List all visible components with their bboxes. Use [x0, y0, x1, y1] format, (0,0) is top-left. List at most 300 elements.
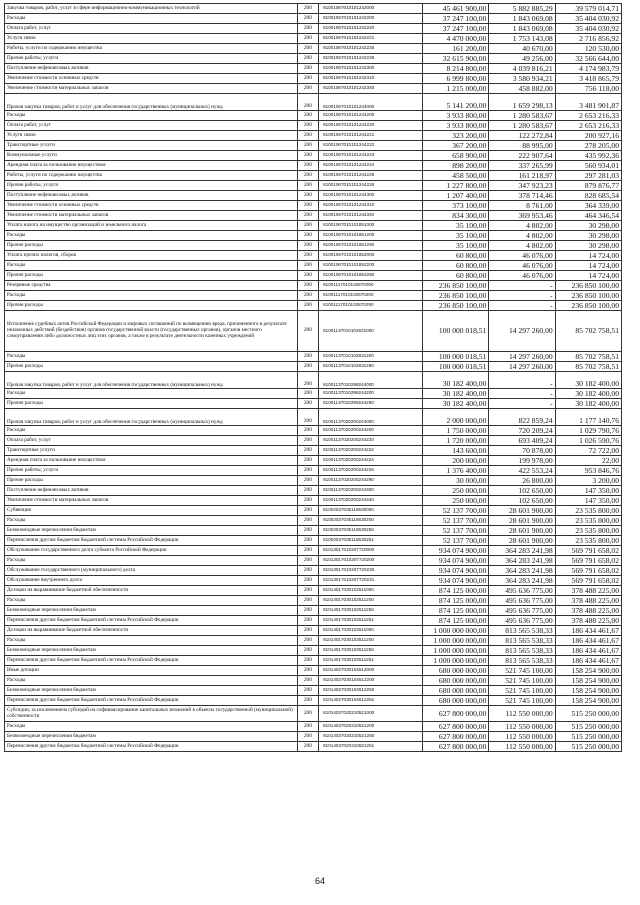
- row-code-cell: 200: [297, 436, 318, 446]
- row-name-cell: Прочие расходы: [5, 241, 298, 251]
- row-approved-cell: 236 850 100,00: [423, 281, 489, 291]
- row-remaining-cell: 30 298,00: [555, 231, 621, 241]
- row-code-cell: 200: [297, 201, 318, 211]
- row-name-cell: Прочие расходы: [5, 301, 298, 311]
- row-remaining-cell: 515 250 000,00: [555, 732, 621, 742]
- row-executed-cell: -: [489, 301, 555, 311]
- row-name-cell: Расходы: [5, 389, 298, 399]
- row-approved-cell: 658 900,00: [423, 151, 489, 161]
- row-code-cell: 200: [297, 646, 318, 656]
- row-executed-cell: 4 802,00: [489, 231, 555, 241]
- table-row: [5, 636, 622, 646]
- row-executed-cell: 521 745 100,00: [489, 686, 555, 696]
- row-kbk-cell: 81001067010101244340: [319, 211, 423, 221]
- row-code-cell: 200: [297, 556, 318, 566]
- budget-execution-table: [4, 3, 622, 752]
- row-kbk-cell: 81001067010101244310: [319, 201, 423, 211]
- row-approved-cell: 627 800 000,00: [423, 742, 489, 752]
- row-remaining-cell: 378 488 225,00: [555, 586, 621, 596]
- row-approved-cell: 161 200,00: [423, 44, 489, 54]
- row-approved-cell: 30 000,00: [423, 476, 489, 486]
- row-approved-cell: 35 100,00: [423, 241, 489, 251]
- table-row: [5, 74, 622, 84]
- row-executed-cell: 693 409,24: [489, 436, 555, 446]
- row-name-cell: Безвозмездные перечисления бюджетам: [5, 646, 298, 656]
- table-row: [5, 111, 622, 121]
- table-row: [5, 241, 622, 251]
- row-remaining-cell: 147 350,00: [555, 486, 621, 496]
- row-executed-cell: 1 843 069,08: [489, 24, 555, 34]
- row-name-cell: Транспортные услуги: [5, 141, 298, 151]
- row-kbk-cell: 81001137020200244300: [319, 486, 423, 496]
- row-kbk-cell: 81001117010102870000: [319, 281, 423, 291]
- row-approved-cell: 367 200,00: [423, 141, 489, 151]
- row-name-cell: Субвенции: [5, 506, 298, 516]
- row-executed-cell: 102 650,00: [489, 486, 555, 496]
- row-code-cell: 200: [297, 121, 318, 131]
- row-code-cell: 200: [297, 476, 318, 486]
- row-kbk-cell: 81001137010299244000: [319, 372, 423, 389]
- row-approved-cell: 934 074 900,00: [423, 566, 489, 576]
- row-code-cell: 200: [297, 251, 318, 261]
- row-kbk-cell: 81001137020200244222: [319, 446, 423, 456]
- row-kbk-cell: 81001137010299244200: [319, 389, 423, 399]
- table-row: [5, 646, 622, 656]
- row-kbk-cell: 81001067010101242000: [319, 4, 423, 14]
- row-remaining-cell: 378 488 225,00: [555, 616, 621, 626]
- row-approved-cell: 35 100,00: [423, 221, 489, 231]
- table-row: [5, 446, 622, 456]
- row-approved-cell: 627 800 000,00: [423, 706, 489, 722]
- row-approved-cell: 52 137 700,00: [423, 526, 489, 536]
- row-executed-cell: 813 565 538,33: [489, 636, 555, 646]
- row-code-cell: 200: [297, 14, 318, 24]
- row-executed-cell: 28 601 900,00: [489, 526, 555, 536]
- row-remaining-cell: 2 653 216,33: [555, 121, 621, 131]
- row-code-cell: 200: [297, 486, 318, 496]
- row-kbk-cell: 81001067010101851290: [319, 241, 423, 251]
- row-executed-cell: 14 297 260,00: [489, 352, 555, 362]
- row-executed-cell: 364 283 241,98: [489, 566, 555, 576]
- row-code-cell: 200: [297, 496, 318, 506]
- row-approved-cell: 680 000 000,00: [423, 676, 489, 686]
- row-name-cell: Расходы: [5, 596, 298, 606]
- row-approved-cell: 100 000 018,51: [423, 352, 489, 362]
- table-row: [5, 24, 622, 34]
- row-kbk-cell: 81001067010101242220: [319, 24, 423, 34]
- table-row: [5, 221, 622, 231]
- row-approved-cell: 45 461 900,00: [423, 4, 489, 14]
- row-executed-cell: 1 280 583,67: [489, 121, 555, 131]
- row-kbk-cell: 81014017030102511250: [319, 606, 423, 616]
- row-name-cell: Оплата работ, услуг: [5, 24, 298, 34]
- row-approved-cell: 200 000,00: [423, 456, 489, 466]
- table-row: [5, 516, 622, 526]
- row-approved-cell: 874 125 000,00: [423, 586, 489, 596]
- row-code-cell: 200: [297, 409, 318, 426]
- row-code-cell: 200: [297, 151, 318, 161]
- row-approved-cell: 143 600,00: [423, 446, 489, 456]
- row-remaining-cell: 35 404 030,92: [555, 14, 621, 24]
- row-approved-cell: 32 615 900,00: [423, 54, 489, 64]
- row-code-cell: 200: [297, 526, 318, 536]
- row-code-cell: 200: [297, 516, 318, 526]
- row-executed-cell: 112 550 000,00: [489, 722, 555, 732]
- row-remaining-cell: 1 177 140,76: [555, 409, 621, 426]
- row-kbk-cell: 81014037020210521000: [319, 706, 423, 722]
- row-approved-cell: 37 247 100,00: [423, 24, 489, 34]
- row-name-cell: Обслуживание государственного (муниципального) долга: [5, 566, 298, 576]
- table-row: [5, 54, 622, 64]
- row-code-cell: 200: [297, 696, 318, 706]
- row-name-cell: Увеличение стоимости материальных запасов: [5, 84, 298, 94]
- table-row: [5, 181, 622, 191]
- table-row: [5, 696, 622, 706]
- row-code-cell: 200: [297, 231, 318, 241]
- row-remaining-cell: 1 026 590,76: [555, 436, 621, 446]
- row-kbk-cell: 81001137020200244226: [319, 466, 423, 476]
- row-remaining-cell: 953 846,76: [555, 466, 621, 476]
- row-executed-cell: 28 601 900,00: [489, 516, 555, 526]
- row-kbk-cell: 81001067010101242200: [319, 14, 423, 24]
- row-remaining-cell: 158 254 900,00: [555, 676, 621, 686]
- row-remaining-cell: 560 934,01: [555, 161, 621, 171]
- row-name-cell: Расходы: [5, 426, 298, 436]
- table-row: [5, 161, 622, 171]
- table-row: [5, 64, 622, 74]
- row-executed-cell: 4 039 816,21: [489, 64, 555, 74]
- row-approved-cell: 680 000 000,00: [423, 666, 489, 676]
- row-executed-cell: 26 800,00: [489, 476, 555, 486]
- row-code-cell: 200: [297, 362, 318, 372]
- row-code-cell: 200: [297, 399, 318, 409]
- row-remaining-cell: 147 350,00: [555, 496, 621, 506]
- row-kbk-cell: 81001137020200244224: [319, 456, 423, 466]
- row-remaining-cell: 3 200,00: [555, 476, 621, 486]
- row-executed-cell: 122 272,84: [489, 131, 555, 141]
- row-kbk-cell: 81014017030103511250: [319, 646, 423, 656]
- row-name-cell: Прочие работы, услуги: [5, 54, 298, 64]
- row-remaining-cell: 879 876,77: [555, 181, 621, 191]
- row-executed-cell: 720 209,24: [489, 426, 555, 436]
- table-row: [5, 211, 622, 221]
- table-row: [5, 34, 622, 44]
- row-executed-cell: 813 565 538,33: [489, 626, 555, 636]
- row-remaining-cell: 236 850 100,00: [555, 291, 621, 301]
- row-remaining-cell: 569 791 658,02: [555, 556, 621, 566]
- table-row: [5, 191, 622, 201]
- row-kbk-cell: 81014037020210521200: [319, 722, 423, 732]
- row-kbk-cell: 81014027030104512250: [319, 686, 423, 696]
- row-name-cell: Прочие расходы: [5, 399, 298, 409]
- row-executed-cell: 222 907,64: [489, 151, 555, 161]
- row-executed-cell: 46 076,00: [489, 251, 555, 261]
- row-remaining-cell: 569 791 658,02: [555, 566, 621, 576]
- row-remaining-cell: 85 702 758,51: [555, 311, 621, 352]
- table-row: [5, 311, 622, 352]
- table-row: [5, 526, 622, 536]
- budget-table-sheet: [4, 3, 622, 752]
- row-code-cell: 200: [297, 586, 318, 596]
- table-row: [5, 362, 622, 372]
- row-remaining-cell: 14 724,00: [555, 261, 621, 271]
- table-row: [5, 261, 622, 271]
- row-remaining-cell: 23 535 800,00: [555, 516, 621, 526]
- row-remaining-cell: 23 535 800,00: [555, 526, 621, 536]
- row-kbk-cell: 81013017010207720200: [319, 556, 423, 566]
- table-row: [5, 171, 622, 181]
- row-name-cell: Увеличение стоимости основных средств: [5, 201, 298, 211]
- row-code-cell: 200: [297, 211, 318, 221]
- row-kbk-cell: 81001137010299244290: [319, 399, 423, 409]
- row-name-cell: Расходы: [5, 291, 298, 301]
- row-code-cell: 200: [297, 536, 318, 546]
- row-executed-cell: 70 878,00: [489, 446, 555, 456]
- row-kbk-cell: 81014037020210521251: [319, 742, 423, 752]
- row-remaining-cell: 3 418 865,79: [555, 74, 621, 84]
- row-name-cell: Увеличение стоимости материальных запасов: [5, 211, 298, 221]
- row-kbk-cell: 81013017010207720231: [319, 576, 423, 586]
- row-executed-cell: 5 882 885,29: [489, 4, 555, 14]
- row-approved-cell: 6 999 800,00: [423, 74, 489, 84]
- row-kbk-cell: 81001067010101851000: [319, 221, 423, 231]
- row-code-cell: 200: [297, 566, 318, 576]
- row-code-cell: 200: [297, 456, 318, 466]
- row-name-cell: Расходы: [5, 352, 298, 362]
- row-approved-cell: 250 000,00: [423, 486, 489, 496]
- row-name-cell: Субсидии, за исключением субсидий на софинансирование капитальных вложений в объекты государственной (муниципальной) собственности: [5, 706, 298, 722]
- row-name-cell: Исполнение судебных актов Российской Федерации и мировых соглашений по возмещению вреда, причиненного в результате незаконных действий (бездействия) органов государственной власти (государственных органов), органов местного самоуправления либо должностных лиц этих органов, а также в результате деятельности казенных учреждений: [5, 311, 298, 352]
- row-executed-cell: 112 550 000,00: [489, 732, 555, 742]
- table-row: [5, 596, 622, 606]
- row-executed-cell: 3 580 934,21: [489, 74, 555, 84]
- row-name-cell: Прочие расходы: [5, 362, 298, 372]
- row-executed-cell: 495 636 775,00: [489, 596, 555, 606]
- row-kbk-cell: 81001067010101244225: [319, 171, 423, 181]
- row-approved-cell: 60 800,00: [423, 261, 489, 271]
- row-remaining-cell: 186 434 461,67: [555, 646, 621, 656]
- row-code-cell: 200: [297, 732, 318, 742]
- row-name-cell: Уплата налога на имущество организаций и земельного налога: [5, 221, 298, 231]
- row-remaining-cell: 200 927,16: [555, 131, 621, 141]
- row-name-cell: Оплата работ, услуг: [5, 121, 298, 131]
- row-kbk-cell: 81001137020200244000: [319, 409, 423, 426]
- table-row: [5, 656, 622, 666]
- row-executed-cell: 521 745 100,00: [489, 696, 555, 706]
- row-executed-cell: 28 601 900,00: [489, 506, 555, 516]
- row-kbk-cell: 81014017030103511200: [319, 636, 423, 646]
- row-name-cell: Арендная плата за пользование имуществом: [5, 161, 298, 171]
- row-approved-cell: 898 200,00: [423, 161, 489, 171]
- row-name-cell: Расходы: [5, 722, 298, 732]
- row-approved-cell: 8 214 800,00: [423, 64, 489, 74]
- row-approved-cell: 1 000 000 000,00: [423, 636, 489, 646]
- row-executed-cell: 495 636 775,00: [489, 606, 555, 616]
- row-remaining-cell: 2 716 856,92: [555, 34, 621, 44]
- row-code-cell: 200: [297, 24, 318, 34]
- row-code-cell: 200: [297, 686, 318, 696]
- row-executed-cell: 369 953,46: [489, 211, 555, 221]
- row-executed-cell: 46 076,00: [489, 271, 555, 281]
- row-executed-cell: 14 297 260,00: [489, 311, 555, 352]
- row-remaining-cell: 30 298,00: [555, 221, 621, 231]
- table-row: [5, 131, 622, 141]
- row-name-cell: Обслуживание внутреннего долга: [5, 576, 298, 586]
- row-name-cell: Работы, услуги по содержанию имущества: [5, 44, 298, 54]
- table-row: [5, 476, 622, 486]
- row-approved-cell: 1 000 000 000,00: [423, 626, 489, 636]
- row-executed-cell: 161 218,97: [489, 171, 555, 181]
- row-kbk-cell: 81013017010207720000: [319, 546, 423, 556]
- row-code-cell: 200: [297, 4, 318, 14]
- row-approved-cell: 236 850 100,00: [423, 301, 489, 311]
- row-kbk-cell: 81001067010101851200: [319, 231, 423, 241]
- row-approved-cell: 52 137 700,00: [423, 516, 489, 526]
- row-name-cell: Расходы: [5, 676, 298, 686]
- row-code-cell: 200: [297, 241, 318, 251]
- row-executed-cell: -: [489, 281, 555, 291]
- row-remaining-cell: 378 488 225,00: [555, 606, 621, 616]
- row-kbk-cell: 81002037035118530200: [319, 516, 423, 526]
- table-row: [5, 231, 622, 241]
- row-approved-cell: 30 182 400,00: [423, 389, 489, 399]
- row-kbk-cell: 81001067010101244221: [319, 131, 423, 141]
- row-kbk-cell: 81002037035118530250: [319, 526, 423, 536]
- row-executed-cell: 458 882,00: [489, 84, 555, 94]
- row-code-cell: 200: [297, 676, 318, 686]
- row-code-cell: 200: [297, 84, 318, 94]
- row-executed-cell: 813 565 538,33: [489, 656, 555, 666]
- row-name-cell: Поступление нефинансовых активов: [5, 64, 298, 74]
- row-remaining-cell: 435 992,36: [555, 151, 621, 161]
- table-row: [5, 586, 622, 596]
- row-approved-cell: 934 074 900,00: [423, 546, 489, 556]
- row-kbk-cell: 81001067010101242225: [319, 44, 423, 54]
- row-kbk-cell: 81001067010101244000: [319, 94, 423, 111]
- row-approved-cell: 874 125 000,00: [423, 606, 489, 616]
- table-row: [5, 352, 622, 362]
- row-kbk-cell: 81001067010101244222: [319, 141, 423, 151]
- row-remaining-cell: 14 724,00: [555, 271, 621, 281]
- row-approved-cell: 834 300,00: [423, 211, 489, 221]
- row-kbk-cell: 81014017030102511200: [319, 596, 423, 606]
- row-remaining-cell: 32 566 644,00: [555, 54, 621, 64]
- row-executed-cell: 46 076,00: [489, 261, 555, 271]
- table-row: [5, 742, 622, 752]
- row-remaining-cell: 4 174 983,79: [555, 64, 621, 74]
- table-row: [5, 566, 622, 576]
- row-kbk-cell: 81001067010101852290: [319, 271, 423, 281]
- table-row: [5, 141, 622, 151]
- row-kbk-cell: 81014027030104512200: [319, 676, 423, 686]
- row-executed-cell: 40 670,00: [489, 44, 555, 54]
- row-code-cell: 200: [297, 131, 318, 141]
- row-name-cell: Иные дотации: [5, 666, 298, 676]
- row-name-cell: Поступление нефинансовых активов: [5, 486, 298, 496]
- row-name-cell: Перечисления другим бюджетам бюджетной системы Российской Федерации: [5, 656, 298, 666]
- row-code-cell: 200: [297, 626, 318, 636]
- row-executed-cell: 521 745 100,00: [489, 666, 555, 676]
- row-name-cell: Перечисления другим бюджетам бюджетной системы Российской Федерации: [5, 536, 298, 546]
- row-kbk-cell: 81001067010101242310: [319, 74, 423, 84]
- row-kbk-cell: 81014017030103511251: [319, 656, 423, 666]
- row-approved-cell: 680 000 000,00: [423, 686, 489, 696]
- row-code-cell: 200: [297, 372, 318, 389]
- row-approved-cell: 934 074 900,00: [423, 576, 489, 586]
- row-remaining-cell: 30 182 400,00: [555, 399, 621, 409]
- row-remaining-cell: 23 535 800,00: [555, 536, 621, 546]
- table-row: [5, 426, 622, 436]
- row-code-cell: 200: [297, 271, 318, 281]
- row-approved-cell: 1 207 400,00: [423, 191, 489, 201]
- row-executed-cell: 4 802,00: [489, 241, 555, 251]
- table-row: [5, 626, 622, 636]
- row-code-cell: 200: [297, 506, 318, 516]
- table-row: [5, 536, 622, 546]
- row-executed-cell: 495 636 775,00: [489, 586, 555, 596]
- table-row: [5, 722, 622, 732]
- row-code-cell: 200: [297, 221, 318, 231]
- row-name-cell: Расходы: [5, 516, 298, 526]
- row-kbk-cell: 81014027030104512251: [319, 696, 423, 706]
- row-remaining-cell: 297 281,03: [555, 171, 621, 181]
- row-remaining-cell: 569 791 658,02: [555, 546, 621, 556]
- row-name-cell: Расходы: [5, 261, 298, 271]
- row-code-cell: 200: [297, 446, 318, 456]
- row-code-cell: 200: [297, 191, 318, 201]
- row-code-cell: 200: [297, 64, 318, 74]
- row-code-cell: 200: [297, 54, 318, 64]
- row-code-cell: 200: [297, 546, 318, 556]
- table-row: [5, 546, 622, 556]
- row-remaining-cell: 236 850 100,00: [555, 301, 621, 311]
- table-row: [5, 399, 622, 409]
- row-executed-cell: 378 714,46: [489, 191, 555, 201]
- row-name-cell: Закупка товаров, работ, услуг в сфере информационно-коммуникационных технологий: [5, 4, 298, 14]
- row-kbk-cell: 81001067010101852000: [319, 251, 423, 261]
- row-approved-cell: 100 000 018,51: [423, 311, 489, 352]
- row-remaining-cell: 85 702 758,51: [555, 352, 621, 362]
- table-row: [5, 84, 622, 94]
- row-remaining-cell: 30 182 400,00: [555, 372, 621, 389]
- table-row: [5, 121, 622, 131]
- row-executed-cell: 199 978,00: [489, 456, 555, 466]
- row-approved-cell: 60 800,00: [423, 251, 489, 261]
- row-executed-cell: 8 761,00: [489, 201, 555, 211]
- row-kbk-cell: 81001067010101244223: [319, 151, 423, 161]
- row-remaining-cell: 464 346,54: [555, 211, 621, 221]
- row-name-cell: Арендная плата за пользование имуществом: [5, 456, 298, 466]
- row-code-cell: 200: [297, 171, 318, 181]
- page-number: 64: [314, 876, 325, 886]
- row-approved-cell: 37 247 100,00: [423, 14, 489, 24]
- row-executed-cell: 1 843 069,08: [489, 14, 555, 24]
- row-name-cell: Прочая закупка товаров, работ и услуг для обеспечения государственных (муниципальных) нужд: [5, 409, 298, 426]
- row-remaining-cell: 828 685,54: [555, 191, 621, 201]
- row-kbk-cell: 81001067010101242340: [319, 84, 423, 94]
- row-remaining-cell: 3 481 901,87: [555, 94, 621, 111]
- row-remaining-cell: 756 118,00: [555, 84, 621, 94]
- row-code-cell: 200: [297, 44, 318, 54]
- row-code-cell: 200: [297, 261, 318, 271]
- row-name-cell: Расходы: [5, 111, 298, 121]
- row-code-cell: 200: [297, 352, 318, 362]
- row-kbk-cell: 81001137020200244200: [319, 426, 423, 436]
- row-kbk-cell: 81001117010102870200: [319, 291, 423, 301]
- row-remaining-cell: 158 254 900,00: [555, 696, 621, 706]
- row-name-cell: Перечисления другим бюджетам бюджетной системы Российской Федерации: [5, 742, 298, 752]
- row-approved-cell: 934 074 900,00: [423, 556, 489, 566]
